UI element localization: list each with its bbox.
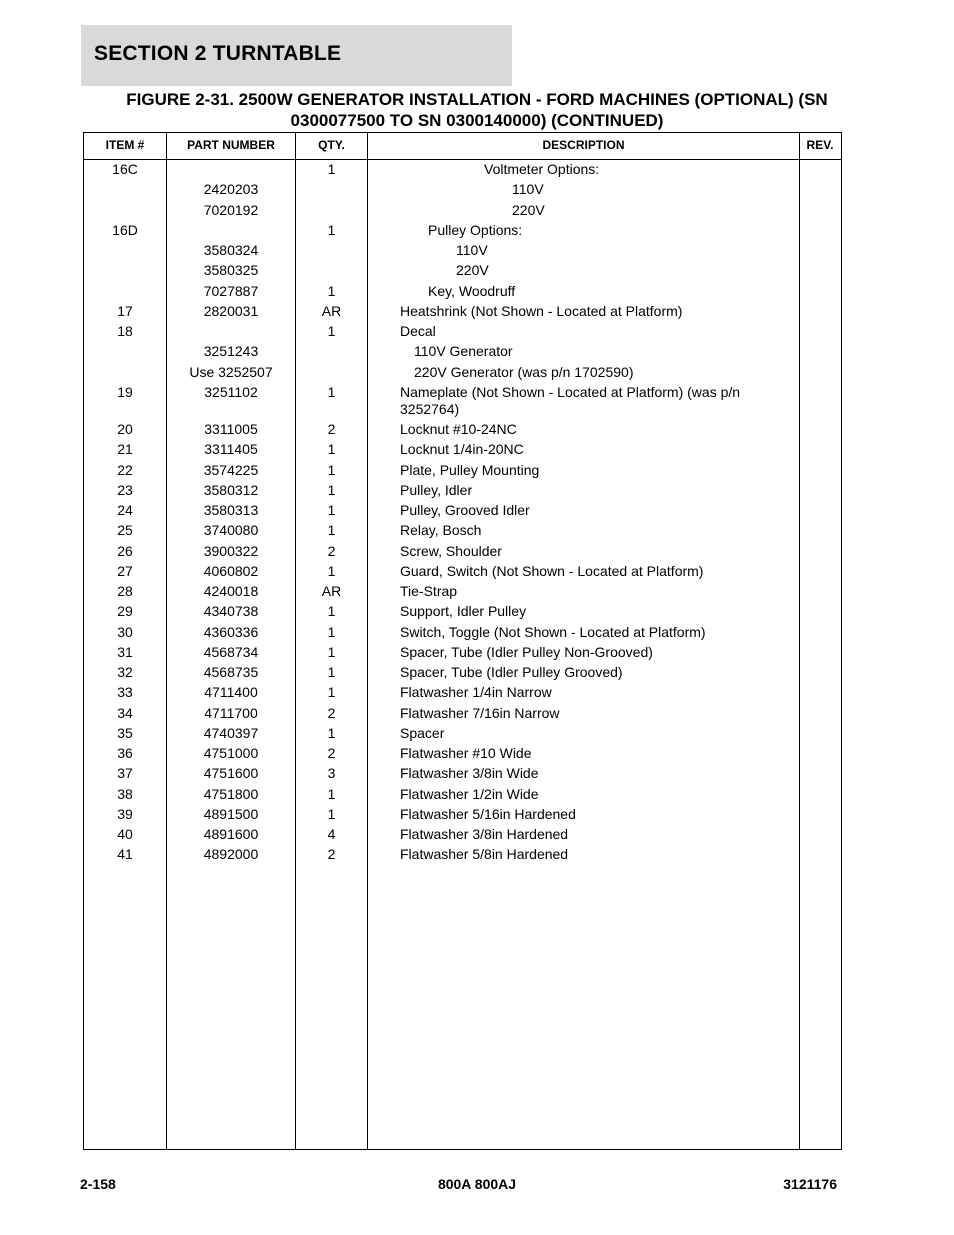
qty-cell: 1 bbox=[327, 161, 336, 177]
part-number-cell: 2420203 bbox=[203, 181, 259, 198]
description-cell: Support, Idler Pulley bbox=[400, 603, 527, 620]
item-cell: 38 bbox=[117, 785, 133, 802]
column-header-description: DESCRIPTION bbox=[542, 138, 625, 152]
item-cell: 17 bbox=[117, 302, 133, 319]
item-cell: 30 bbox=[117, 623, 133, 640]
item-cell: 35 bbox=[117, 724, 133, 741]
qty-cell: 2 bbox=[327, 846, 336, 863]
qty-cell: 1 bbox=[327, 562, 336, 579]
qty-cell: 1 bbox=[327, 522, 336, 539]
qty-cell: 2 bbox=[327, 704, 336, 721]
part-number-cell: 7027887 bbox=[203, 282, 259, 299]
section-title: SECTION 2 TURNTABLE bbox=[94, 42, 342, 65]
qty-cell: 1 bbox=[327, 643, 336, 660]
item-cell: 31 bbox=[117, 643, 133, 660]
qty-cell: 1 bbox=[327, 221, 336, 238]
item-cell: 33 bbox=[117, 684, 133, 701]
description-cell: Switch, Toggle (Not Shown - Located at Platform) bbox=[400, 623, 706, 640]
part-number-cell: 4060802 bbox=[203, 562, 259, 579]
description-cell: Flatwasher 1/4in Narrow bbox=[400, 684, 552, 701]
qty-cell: 2 bbox=[327, 421, 336, 437]
description-cell: Locknut 1/4in-20NC bbox=[400, 441, 524, 458]
column-header-item: ITEM # bbox=[105, 138, 145, 152]
description-cell: Heatshrink (Not Shown - Located at Platform) bbox=[400, 302, 683, 319]
part-number-cell: 3251243 bbox=[203, 343, 259, 360]
part-number-cell: 3900322 bbox=[203, 542, 259, 559]
description-cell: Guard, Switch (Not Shown - Located at Platform) bbox=[400, 562, 704, 579]
part-number-cell: 3311405 bbox=[204, 441, 258, 458]
qty-cell: 4 bbox=[327, 826, 336, 842]
page-number: 2-158 bbox=[80, 1176, 116, 1192]
figure-title-line-1: FIGURE 2-31. 2500W GENERATOR INSTALLATION - FORD MACHINES (OPTIONAL) (SN bbox=[126, 90, 828, 109]
description-cell: Flatwasher 7/16in Narrow bbox=[400, 704, 560, 721]
qty-cell: 1 bbox=[327, 461, 336, 478]
qty-cell: 1 bbox=[327, 603, 336, 620]
description-cell: Plate, Pulley Mounting bbox=[400, 461, 540, 478]
qty-cell: 1 bbox=[327, 805, 336, 822]
item-cell: 34 bbox=[117, 704, 133, 721]
figure-title bbox=[82, 89, 872, 131]
description-cell: Relay, Bosch bbox=[400, 522, 482, 539]
description-cell: Spacer, Tube (Idler Pulley Grooved) bbox=[400, 664, 623, 680]
description-cell: 220V bbox=[456, 262, 489, 279]
item-cell: 32 bbox=[117, 664, 133, 680]
description-cell: Decal bbox=[400, 323, 436, 339]
description-cell: 110V bbox=[456, 242, 488, 258]
item-cell: 24 bbox=[117, 502, 133, 518]
description-cell: Spacer bbox=[400, 724, 445, 741]
part-number-cell: 3574225 bbox=[203, 461, 259, 478]
part-number-cell: 4568734 bbox=[203, 643, 259, 660]
column-header-rev: REV. bbox=[806, 138, 834, 152]
item-cell: 28 bbox=[117, 583, 133, 599]
section-banner bbox=[81, 25, 512, 86]
part-number-cell: 2820031 bbox=[203, 302, 259, 319]
description-cell: 110V bbox=[512, 181, 544, 198]
part-number-cell: 4892000 bbox=[203, 846, 259, 863]
parts-table bbox=[83, 132, 842, 1150]
description-cell: Screw, Shoulder bbox=[400, 542, 502, 559]
part-number-cell: 4711700 bbox=[204, 704, 258, 721]
item-cell: 41 bbox=[117, 846, 133, 863]
qty-cell: 1 bbox=[327, 623, 336, 640]
item-cell: 36 bbox=[117, 745, 133, 761]
description-cell: Key, Woodruff bbox=[428, 282, 516, 299]
description-cell: 220V Generator (was p/n 1702590) bbox=[414, 363, 634, 380]
qty-cell: 1 bbox=[327, 724, 336, 741]
description-cell: Pulley, Grooved Idler bbox=[400, 502, 530, 518]
part-number-cell: 4360336 bbox=[203, 623, 259, 640]
part-number-cell: 4891600 bbox=[203, 826, 259, 842]
description-cell: Locknut #10-24NC bbox=[400, 421, 517, 437]
part-number-cell: 3580324 bbox=[203, 242, 259, 258]
column-divider bbox=[799, 133, 800, 1149]
description-cell: Flatwasher #10 Wide bbox=[400, 745, 532, 761]
description-cell: Nameplate (Not Shown - Located at Platform) (was p/n 3252764) bbox=[400, 383, 741, 417]
item-cell: 40 bbox=[117, 826, 133, 842]
item-cell: 29 bbox=[117, 603, 133, 620]
qty-cell: 1 bbox=[327, 441, 336, 458]
qty-cell: AR bbox=[321, 583, 342, 599]
qty-cell: 1 bbox=[327, 502, 336, 518]
part-number-cell: 4751000 bbox=[203, 745, 259, 761]
part-number-cell: 3580313 bbox=[203, 502, 259, 518]
item-cell: 16C bbox=[112, 161, 138, 177]
description-cell: Flatwasher 5/8in Hardened bbox=[400, 846, 569, 863]
part-number-cell: 3740080 bbox=[203, 522, 259, 539]
item-cell: 26 bbox=[117, 542, 133, 559]
qty-cell: 1 bbox=[327, 323, 336, 339]
description-cell: Voltmeter Options: bbox=[484, 161, 600, 177]
qty-cell: 1 bbox=[327, 785, 336, 802]
description-cell: 220V bbox=[512, 201, 545, 218]
part-number-cell: 4751600 bbox=[203, 765, 259, 782]
qty-cell: 2 bbox=[327, 542, 336, 559]
item-cell: 25 bbox=[117, 522, 133, 539]
description-cell: Flatwasher 5/16in Hardened bbox=[400, 805, 576, 822]
part-number-cell: 3580312 bbox=[203, 481, 259, 498]
item-cell: 27 bbox=[117, 562, 133, 579]
part-number-cell: Use 3252507 bbox=[189, 363, 273, 380]
qty-cell: 1 bbox=[327, 282, 336, 299]
item-cell: 16D bbox=[112, 221, 138, 238]
part-number-cell: 4340738 bbox=[203, 603, 259, 620]
part-number-cell: 4240018 bbox=[203, 583, 259, 599]
part-number-cell: 3251102 bbox=[204, 383, 258, 400]
description-cell: Flatwasher 3/8in Hardened bbox=[400, 826, 569, 842]
description-cell: Flatwasher 3/8in Wide bbox=[400, 765, 539, 782]
description-cell: Flatwasher 1/2in Wide bbox=[400, 785, 539, 802]
model-numbers: 800A 800AJ bbox=[437, 1176, 517, 1192]
qty-cell: 1 bbox=[327, 383, 336, 400]
item-cell: 18 bbox=[117, 323, 133, 339]
item-cell: 39 bbox=[117, 805, 133, 822]
description-cell: Tie-Strap bbox=[400, 583, 458, 599]
item-cell: 22 bbox=[117, 461, 133, 478]
part-number-cell: 3311005 bbox=[204, 421, 258, 437]
item-cell: 23 bbox=[117, 481, 133, 498]
description-cell: 110V Generator bbox=[414, 343, 513, 360]
item-cell: 21 bbox=[117, 441, 133, 458]
column-header-qty: QTY. bbox=[318, 138, 345, 152]
document-number: 3121176 bbox=[783, 1176, 837, 1192]
part-number-cell: 3580325 bbox=[203, 262, 259, 279]
item-cell: 37 bbox=[117, 765, 133, 782]
item-cell: 20 bbox=[117, 421, 133, 437]
part-number-cell: 4751800 bbox=[203, 785, 259, 802]
qty-cell: 3 bbox=[327, 765, 336, 782]
part-number-cell: 4711400 bbox=[204, 684, 258, 701]
qty-cell: 1 bbox=[327, 684, 336, 701]
qty-cell: 2 bbox=[327, 745, 336, 761]
qty-cell: 1 bbox=[327, 481, 336, 498]
part-number-cell: 7020192 bbox=[203, 201, 259, 218]
qty-cell: 1 bbox=[327, 664, 336, 680]
figure-title-line-2: 0300077500 TO SN 0300140000) (CONTINUED) bbox=[290, 111, 664, 130]
description-cell: Pulley, Idler bbox=[400, 481, 473, 498]
column-header-part-number: PART NUMBER bbox=[187, 138, 275, 152]
item-cell: 19 bbox=[117, 383, 133, 400]
part-number-cell: 4891500 bbox=[203, 805, 259, 822]
qty-cell: AR bbox=[321, 302, 342, 319]
description-cell: Spacer, Tube (Idler Pulley Non-Grooved) bbox=[400, 643, 653, 660]
header-divider bbox=[84, 159, 841, 160]
part-number-cell: 4568735 bbox=[203, 664, 259, 680]
part-number-cell: 4740397 bbox=[203, 724, 259, 741]
description-cell: Pulley Options: bbox=[428, 221, 523, 238]
